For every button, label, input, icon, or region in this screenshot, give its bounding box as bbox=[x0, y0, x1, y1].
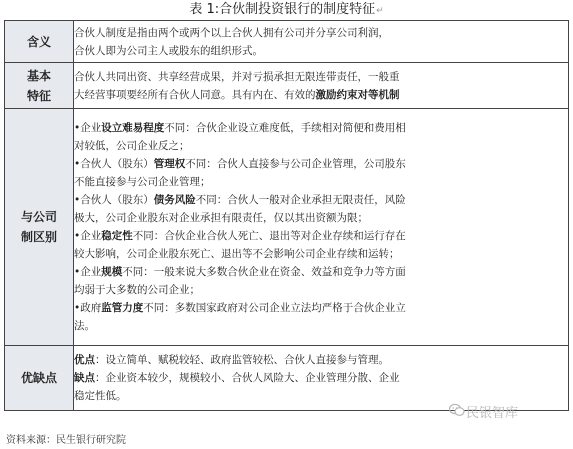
pros-line: 优点：设立简单、赋税较轻、政府监管较松、合伙人直接参与管理。 bbox=[74, 354, 389, 366]
table-row-differences bbox=[5, 109, 569, 346]
source-note: 资料来源：民生银行研究院 bbox=[6, 435, 126, 446]
definition-line: 合伙人即为公司主人或股东的组织形式。 bbox=[74, 44, 263, 57]
label-definition: 含义 bbox=[5, 21, 74, 63]
difference-item: •政府监管力度不同：多数国家政府对公司企业立法均严格于合伙企业立 bbox=[74, 302, 406, 314]
table-row-pros-cons bbox=[5, 346, 569, 411]
difference-item-cont: 法。 bbox=[74, 320, 95, 332]
table-row-definition bbox=[5, 21, 569, 63]
features-line: 大经营事项要经所有合伙人同意。具有内在、有效的激励约束对等机制 bbox=[74, 88, 400, 101]
table-row-features bbox=[5, 63, 569, 109]
cons-line: 缺点：企业资本较少，规模较小、合伙人风险大、企业管理分散、企业 bbox=[74, 372, 400, 384]
cell-features bbox=[74, 63, 569, 109]
cell-differences bbox=[74, 109, 569, 346]
return-mark: ↵ bbox=[376, 6, 384, 16]
difference-item: •合伙人（股东）管理权不同：合伙人直接参与公司企业管理，公司股东 bbox=[74, 158, 406, 170]
difference-item-cont: 较大影响，公司企业股东死亡、退出等不会影响公司企业存续和运转； bbox=[74, 248, 400, 260]
cell-pros-cons bbox=[74, 346, 569, 411]
features-line: 合伙人共同出资、共享经营成果，并对亏损承担无限连带责任，一般重 bbox=[74, 70, 400, 83]
difference-item: •企业规模不同：一般来说大多数合伙企业在资金、效益和竞争力等方面 bbox=[74, 266, 406, 278]
difference-item: •企业设立难易程度不同：合伙企业设立难度低，手续相对简便和费用相 bbox=[74, 122, 406, 134]
difference-item-cont: 极大，公司企业股东对企业承担有限责任，仅以其出资额为限； bbox=[74, 212, 368, 224]
definition-line: 合伙人制度是指由两个或两个以上合伙人拥有公司并分享公司利润， bbox=[74, 26, 389, 39]
wechat-icon bbox=[448, 403, 466, 421]
watermark: 民银智库 bbox=[448, 402, 518, 421]
difference-item: •合伙人（股东）债务风险不同：合伙人一般对企业承担无限责任，风险 bbox=[74, 194, 406, 206]
cell-definition bbox=[74, 21, 569, 63]
label-features: 基本 特征 bbox=[5, 63, 74, 109]
cons-line-cont: 稳定性低。 bbox=[74, 390, 127, 402]
difference-item-cont: 均弱于大多数的公司企业； bbox=[74, 284, 200, 296]
label-pros-cons: 优缺点 bbox=[5, 346, 74, 411]
difference-item-cont: 不能直接参与公司企业管理； bbox=[74, 176, 211, 188]
difference-item-cont: 对较低，公司企业反之； bbox=[74, 140, 190, 152]
table-title: 表 1:合伙制投资银行的制度特征↵ bbox=[189, 2, 384, 17]
features-emphasis: 激励约束对等机制 bbox=[315, 88, 400, 101]
label-differences: 与公司 制区别 bbox=[5, 109, 74, 346]
feature-table bbox=[4, 20, 569, 411]
difference-item: •企业稳定性不同：合伙企业合伙人死亡、退出等对企业存续和运行存在 bbox=[74, 230, 406, 242]
